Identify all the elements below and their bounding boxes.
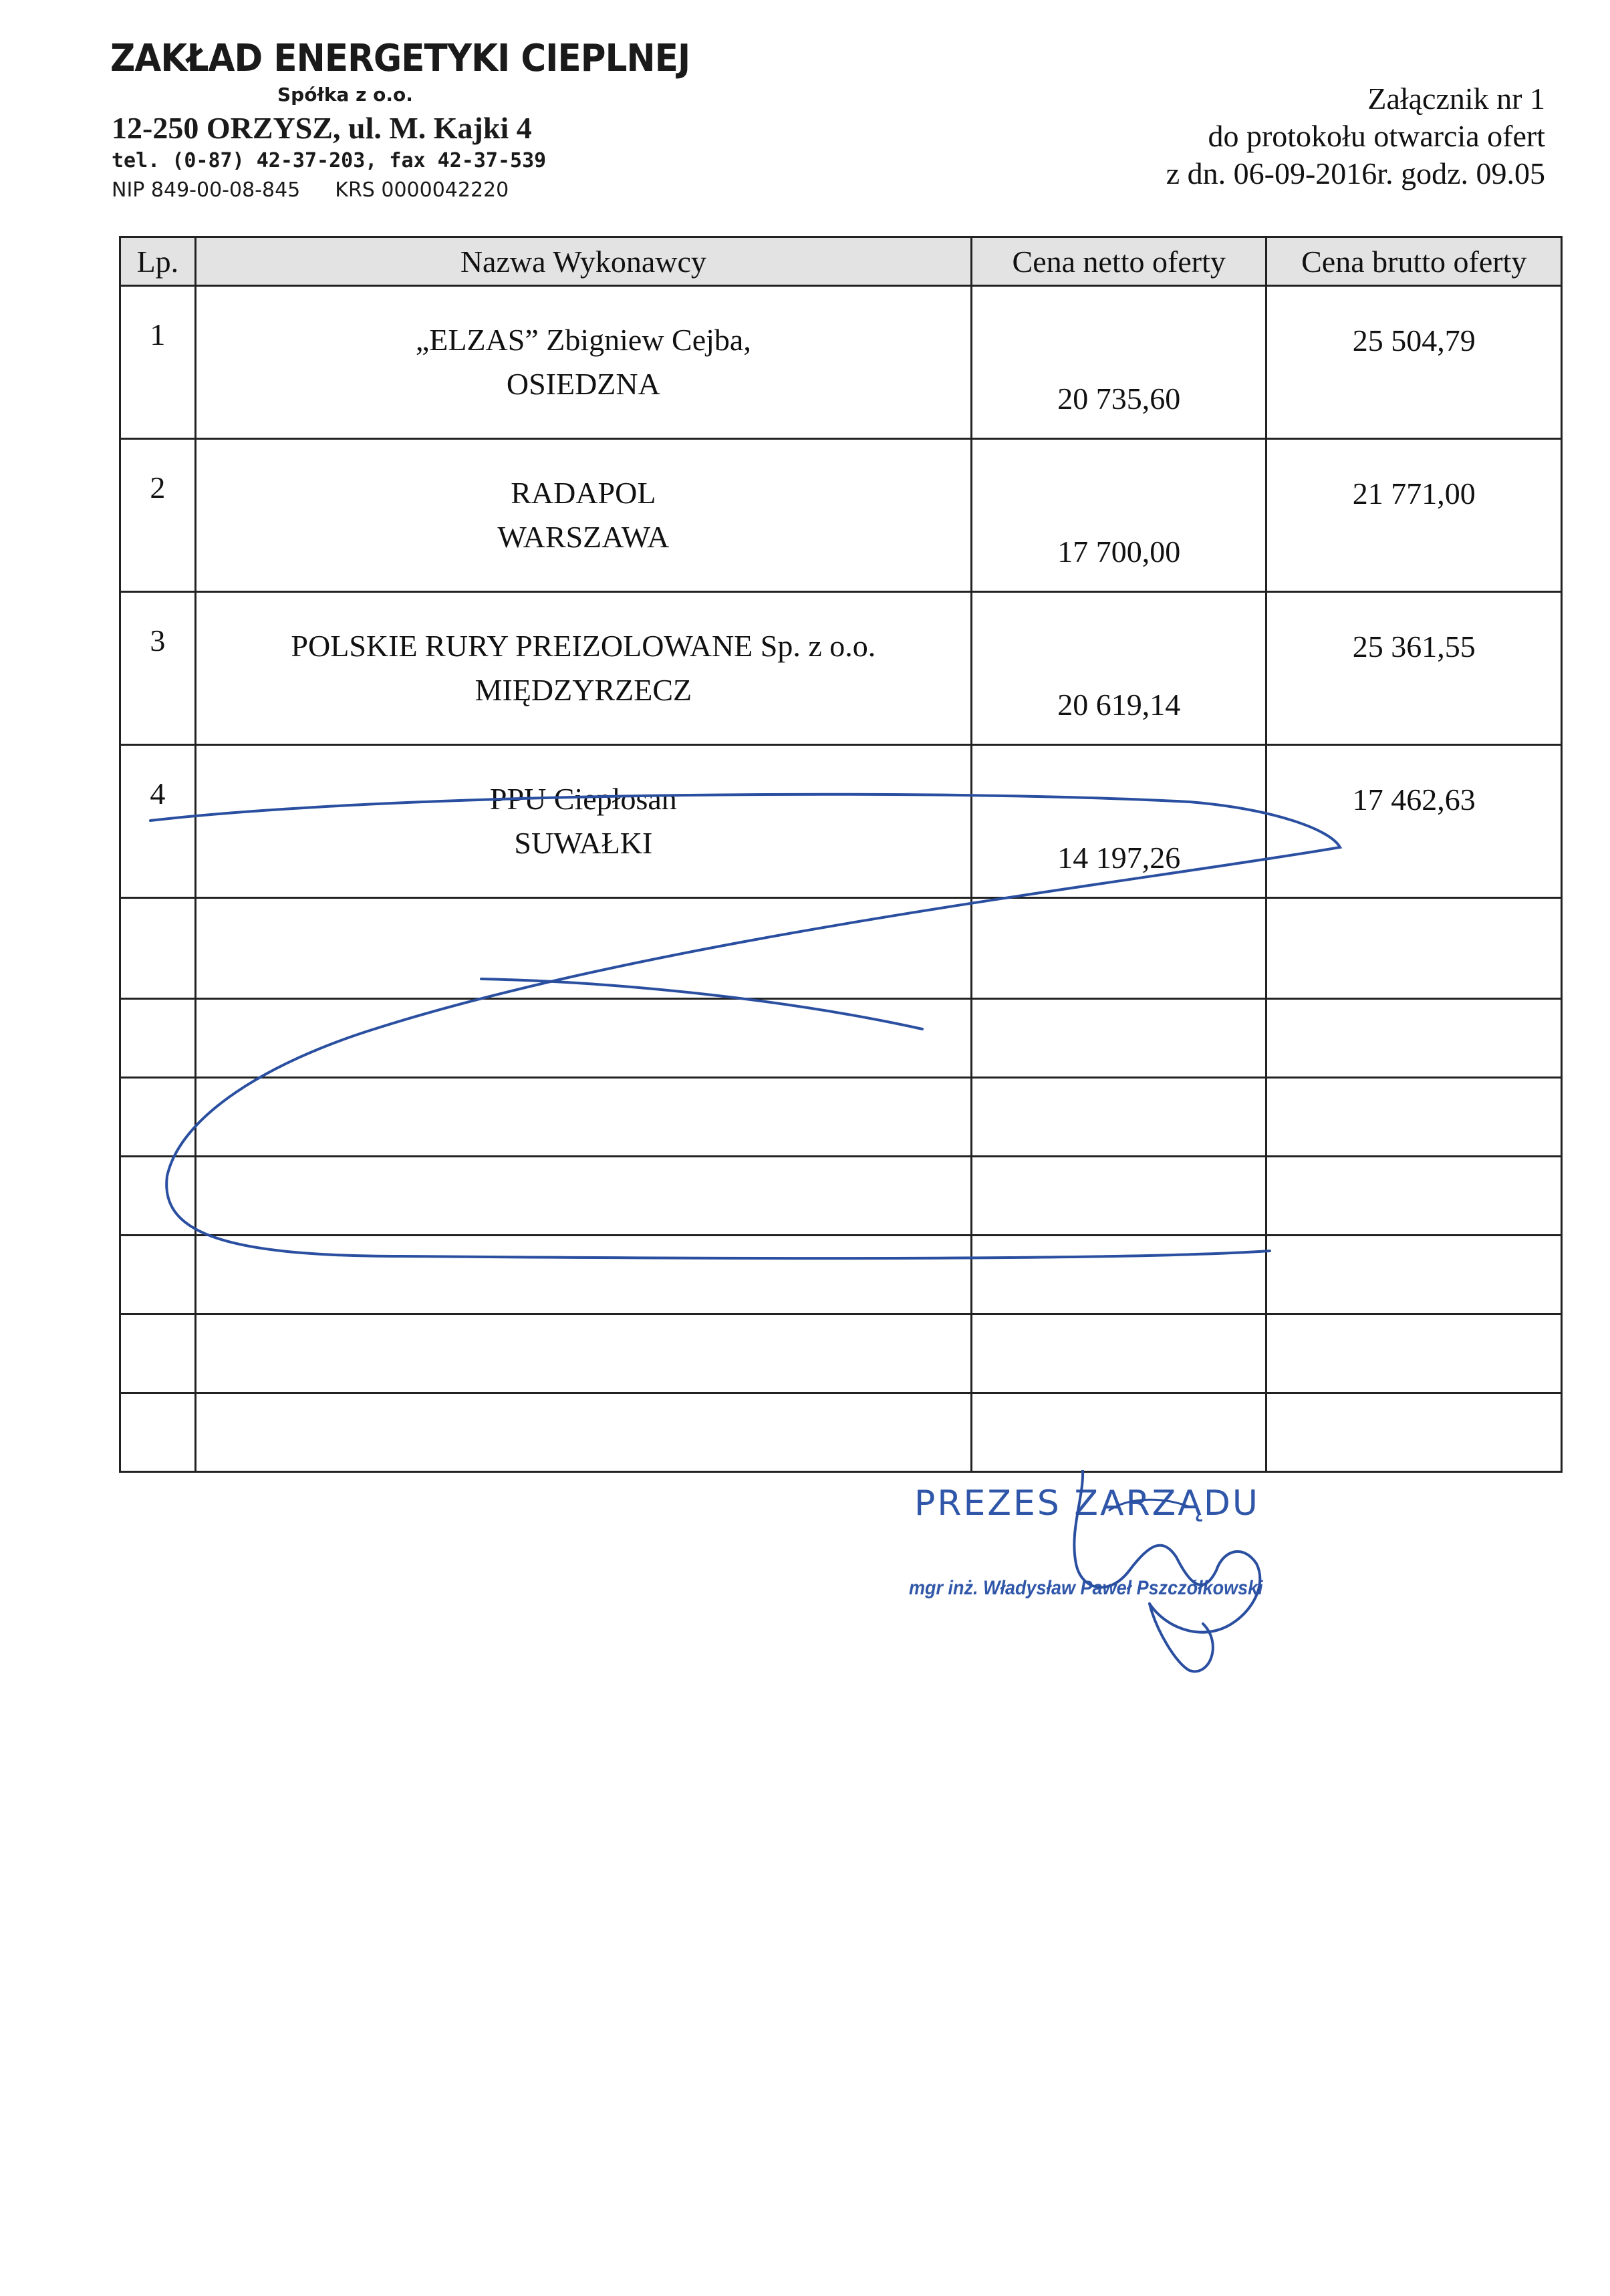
cell-net-price: 14 197,26	[971, 745, 1266, 898]
contractor-name-line: RADAPOL	[511, 476, 656, 510]
empty-cell	[1266, 1314, 1562, 1393]
empty-cell	[971, 898, 1266, 999]
attachment-protocol: do protokołu otwarcia ofert	[1208, 119, 1545, 153]
empty-cell	[120, 1314, 196, 1393]
company-krs: KRS 0000042220	[335, 178, 509, 202]
cell-contractor-name	[195, 286, 971, 439]
attachment-number: Załącznik nr 1	[1367, 82, 1545, 116]
table-row	[120, 592, 1562, 745]
cell-contractor-name	[195, 592, 971, 745]
contractor-city-line: SUWAŁKI	[514, 826, 653, 860]
empty-cell	[120, 1157, 196, 1236]
cell-gross-price: 17 462,63	[1266, 745, 1562, 898]
contractor-city-line: WARSZAWA	[497, 520, 670, 554]
empty-cell	[971, 1236, 1266, 1314]
empty-table-row	[120, 1393, 1562, 1472]
contractor-name-line: PPU Ciepłosan	[489, 782, 677, 816]
contractor-city-line: OSIEDZNA	[506, 367, 660, 401]
empty-cell	[1266, 1157, 1562, 1236]
cell-lp: 3	[120, 592, 196, 745]
empty-cell	[195, 1078, 971, 1157]
company-legal-form: Spółka z o.o.	[277, 84, 413, 106]
empty-cell	[120, 1393, 196, 1472]
empty-cell	[195, 999, 971, 1078]
cell-lp: 1	[120, 286, 196, 439]
cell-net-price: 20 735,60	[971, 286, 1266, 439]
empty-table-row	[120, 999, 1562, 1078]
empty-table-row	[120, 1157, 1562, 1236]
attachment-date: z dn. 06-09-2016r. godz. 09.05	[1166, 156, 1545, 190]
empty-table-row	[120, 1314, 1562, 1393]
company-stamp	[110, 37, 690, 210]
offers-table	[119, 236, 1563, 1473]
company-name: ZAKŁAD ENERGETYKI CIEPLNEJ	[110, 37, 690, 80]
empty-cell	[195, 898, 971, 999]
cell-net-price: 20 619,14	[971, 592, 1266, 745]
empty-cell	[120, 999, 196, 1078]
empty-cell	[971, 1393, 1266, 1472]
empty-table-row	[120, 1236, 1562, 1314]
contractor-city-line: MIĘDZYRZECZ	[475, 673, 692, 707]
empty-cell	[120, 898, 196, 999]
header-gross-price: Cena brutto oferty	[1266, 237, 1562, 286]
table-row	[120, 286, 1562, 439]
table-row	[120, 439, 1562, 592]
cell-contractor-name	[195, 439, 971, 592]
empty-cell	[1266, 1078, 1562, 1157]
empty-cell	[1266, 1393, 1562, 1472]
table-row	[120, 745, 1562, 898]
empty-table-row	[120, 898, 1562, 999]
empty-cell	[1266, 1236, 1562, 1314]
empty-cell	[195, 1393, 971, 1472]
company-registration	[112, 178, 509, 202]
empty-cell	[971, 1314, 1266, 1393]
empty-cell	[120, 1236, 196, 1314]
cell-lp: 4	[120, 745, 196, 898]
company-phone-fax: tel. (0-87) 42-37-203, fax 42-37-539	[112, 149, 547, 172]
signature-stamp	[909, 1470, 1323, 1697]
cell-lp: 2	[120, 439, 196, 592]
header-contractor-name: Nazwa Wykonawcy	[195, 237, 971, 286]
signature-title: PREZES ZARZĄDU	[914, 1483, 1260, 1524]
company-address: 12-250 ORZYSZ, ul. M. Kajki 4	[112, 111, 532, 145]
header-net-price: Cena netto oferty	[971, 237, 1266, 286]
contractor-name-line: POLSKIE RURY PREIZOLOWANE Sp. z o.o.	[291, 629, 876, 663]
empty-cell	[1266, 999, 1562, 1078]
empty-cell	[971, 999, 1266, 1078]
company-nip: NIP 849-00-08-845	[112, 178, 301, 202]
empty-table-row	[120, 1078, 1562, 1157]
signature-person: mgr inż. Władysław Paweł Pszczółkowski	[909, 1577, 1263, 1599]
cell-net-price: 17 700,00	[971, 439, 1266, 592]
cell-contractor-name	[195, 745, 971, 898]
empty-cell	[195, 1157, 971, 1236]
attachment-header	[1166, 80, 1545, 192]
cell-gross-price: 21 771,00	[1266, 439, 1562, 592]
empty-cell	[195, 1236, 971, 1314]
table-header-row	[120, 237, 1562, 286]
empty-cell	[195, 1314, 971, 1393]
empty-cell	[971, 1157, 1266, 1236]
contractor-name-line: „ELZAS” Zbigniew Cejba,	[415, 323, 751, 357]
cell-gross-price: 25 361,55	[1266, 592, 1562, 745]
handwritten-signature	[909, 1470, 1323, 1697]
empty-cell	[120, 1078, 196, 1157]
empty-cell	[971, 1078, 1266, 1157]
header-lp: Lp.	[120, 237, 196, 286]
empty-cell	[1266, 898, 1562, 999]
cell-gross-price: 25 504,79	[1266, 286, 1562, 439]
